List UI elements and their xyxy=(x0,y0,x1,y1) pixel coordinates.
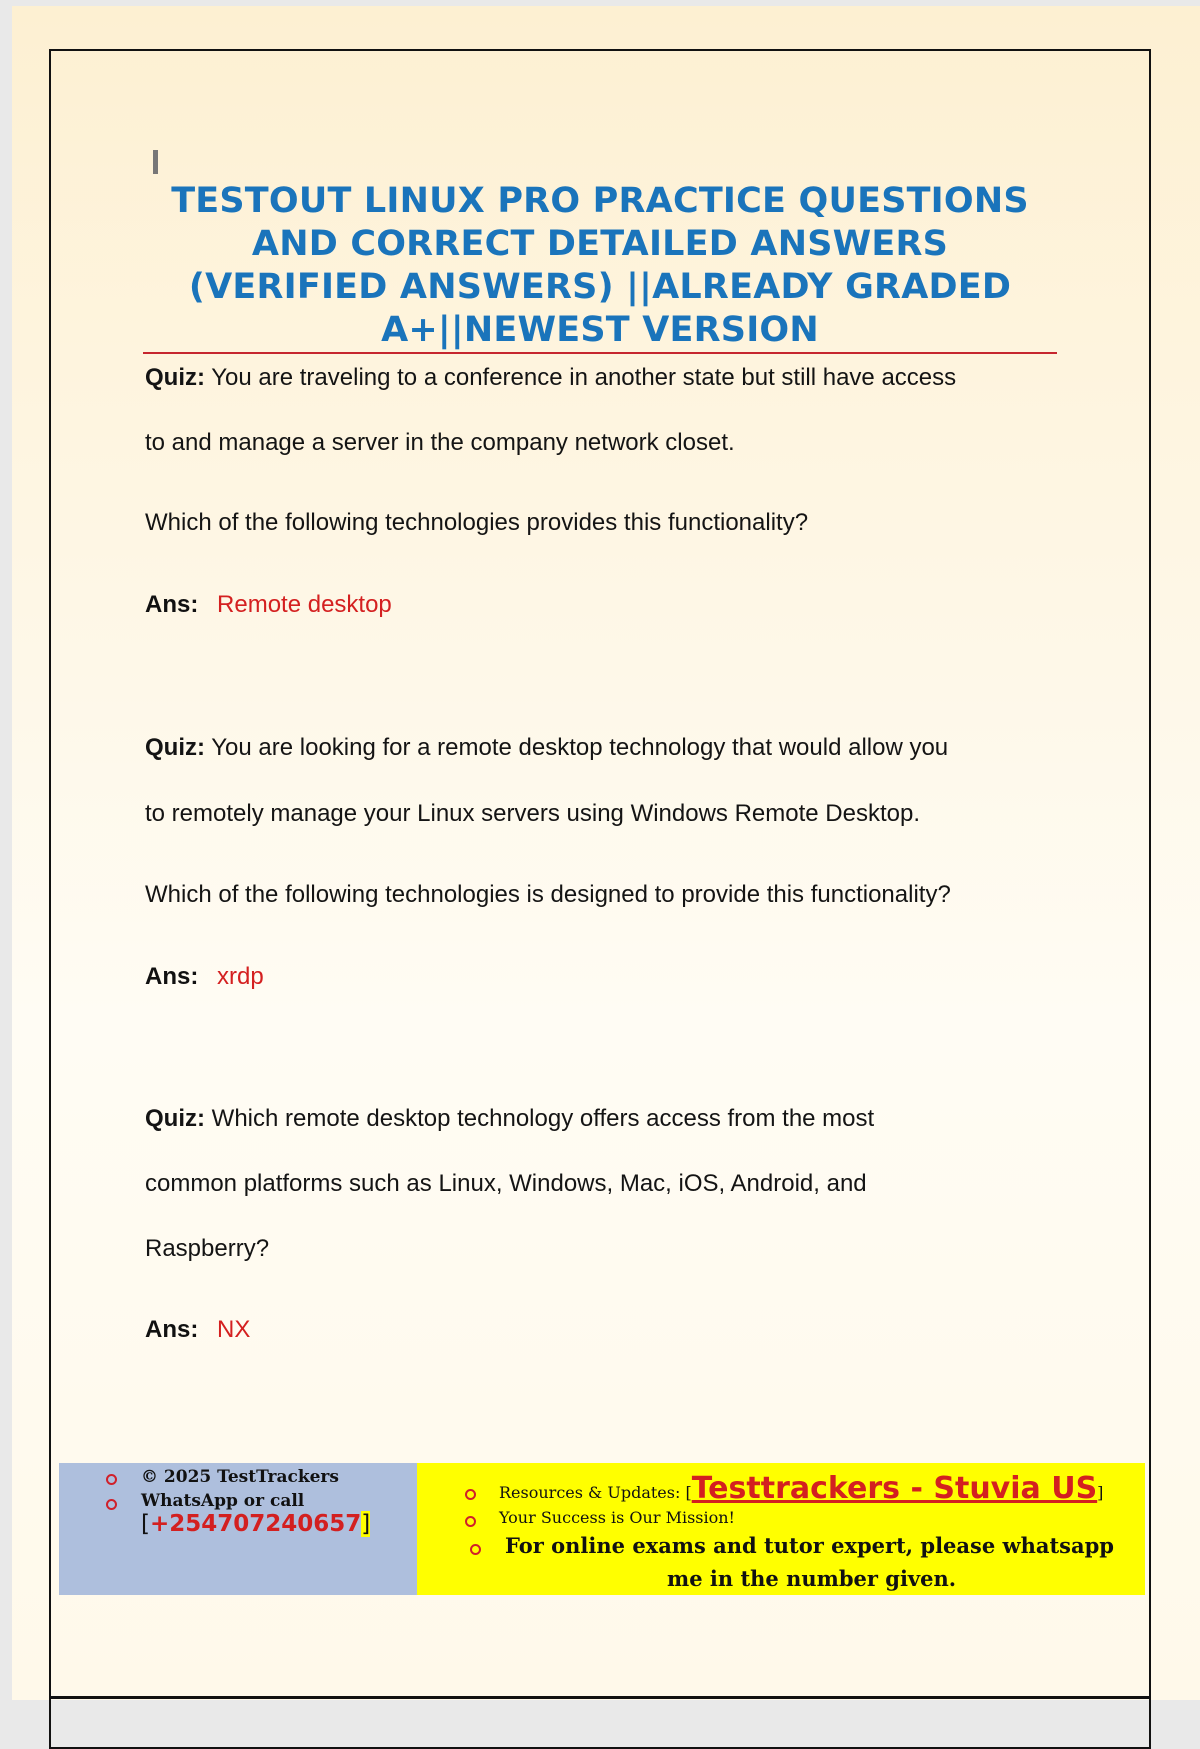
footer-banner xyxy=(59,1463,1145,1595)
resources-line xyxy=(499,1471,1103,1506)
resources-label: Resources & Updates: [ xyxy=(499,1483,692,1502)
answer-value: NX xyxy=(217,1316,251,1343)
document-title: TESTOUT LINUX PRO PRACTICE QUESTIONS AND CORRECT DETAILED ANSWERS (VERIFIED ANSWERS) ||ALREADY GRADED A+||NEWEST VERSION xyxy=(171,181,1029,350)
answer-value: xrdp xyxy=(217,963,264,990)
quiz-label: Quiz: xyxy=(145,734,205,761)
question-1-line-1 xyxy=(145,364,1065,392)
text-cursor-mark xyxy=(153,150,158,174)
bullet-icon xyxy=(106,1474,117,1485)
phone-bracket-close: ] xyxy=(361,1511,371,1537)
question-1-prompt: Which of the following technologies provides this functionality? xyxy=(145,509,809,536)
ans-label: Ans: xyxy=(145,963,199,990)
expert-line-1: For online exams and tutor expert, please whatsapp xyxy=(505,1533,1114,1558)
quiz-label: Quiz: xyxy=(145,364,205,391)
answer-3 xyxy=(145,1316,1065,1344)
question-3-line-1 xyxy=(145,1105,1065,1133)
question-text: Which remote desktop technology offers access from the most xyxy=(211,1105,875,1132)
question-1-line-2: to and manage a server in the company network closet. xyxy=(145,429,735,456)
bottom-divider xyxy=(49,1696,1151,1699)
footer-contact-panel xyxy=(59,1463,417,1595)
question-3-line-3: Raspberry? xyxy=(145,1235,270,1262)
answer-2 xyxy=(145,963,1065,991)
ans-label: Ans: xyxy=(145,1316,199,1343)
whatsapp-label: WhatsApp or call xyxy=(141,1491,305,1511)
bullet-icon xyxy=(470,1544,481,1555)
question-text: You are looking for a remote desktop technology that would allow you xyxy=(211,734,949,761)
copyright-text: © 2025 TestTrackers xyxy=(141,1467,339,1487)
resources-bracket-close: ] xyxy=(1097,1483,1104,1502)
question-text: You are traveling to a conference in another state but still have access xyxy=(211,364,957,391)
title-divider xyxy=(143,352,1057,354)
quiz-label: Quiz: xyxy=(145,1105,205,1132)
phone-number xyxy=(141,1511,370,1537)
ans-label: Ans: xyxy=(145,591,199,618)
answer-value: Remote desktop xyxy=(217,591,392,618)
bullet-icon xyxy=(465,1489,476,1500)
bullet-icon xyxy=(106,1499,117,1510)
footer-resources-panel xyxy=(417,1463,1145,1595)
question-2-line-2: to remotely manage your Linux servers using Windows Remote Desktop. xyxy=(145,800,921,827)
question-2-prompt: Which of the following technologies is designed to provide this functionality? xyxy=(145,881,951,908)
answer-1 xyxy=(145,591,1065,619)
phone-bracket-open: [ xyxy=(141,1511,150,1537)
phone-value[interactable]: +254707240657 xyxy=(149,1511,362,1537)
mission-text: Your Success is Our Mission! xyxy=(499,1508,735,1527)
question-2-line-1 xyxy=(145,734,1065,762)
stuvia-link[interactable]: Testtrackers - Stuvia US xyxy=(691,1471,1098,1506)
question-3-line-2: common platforms such as Linux, Windows, Mac, iOS, Android, and xyxy=(145,1170,867,1197)
bullet-icon xyxy=(465,1516,476,1527)
expert-line-2: me in the number given. xyxy=(667,1566,957,1591)
